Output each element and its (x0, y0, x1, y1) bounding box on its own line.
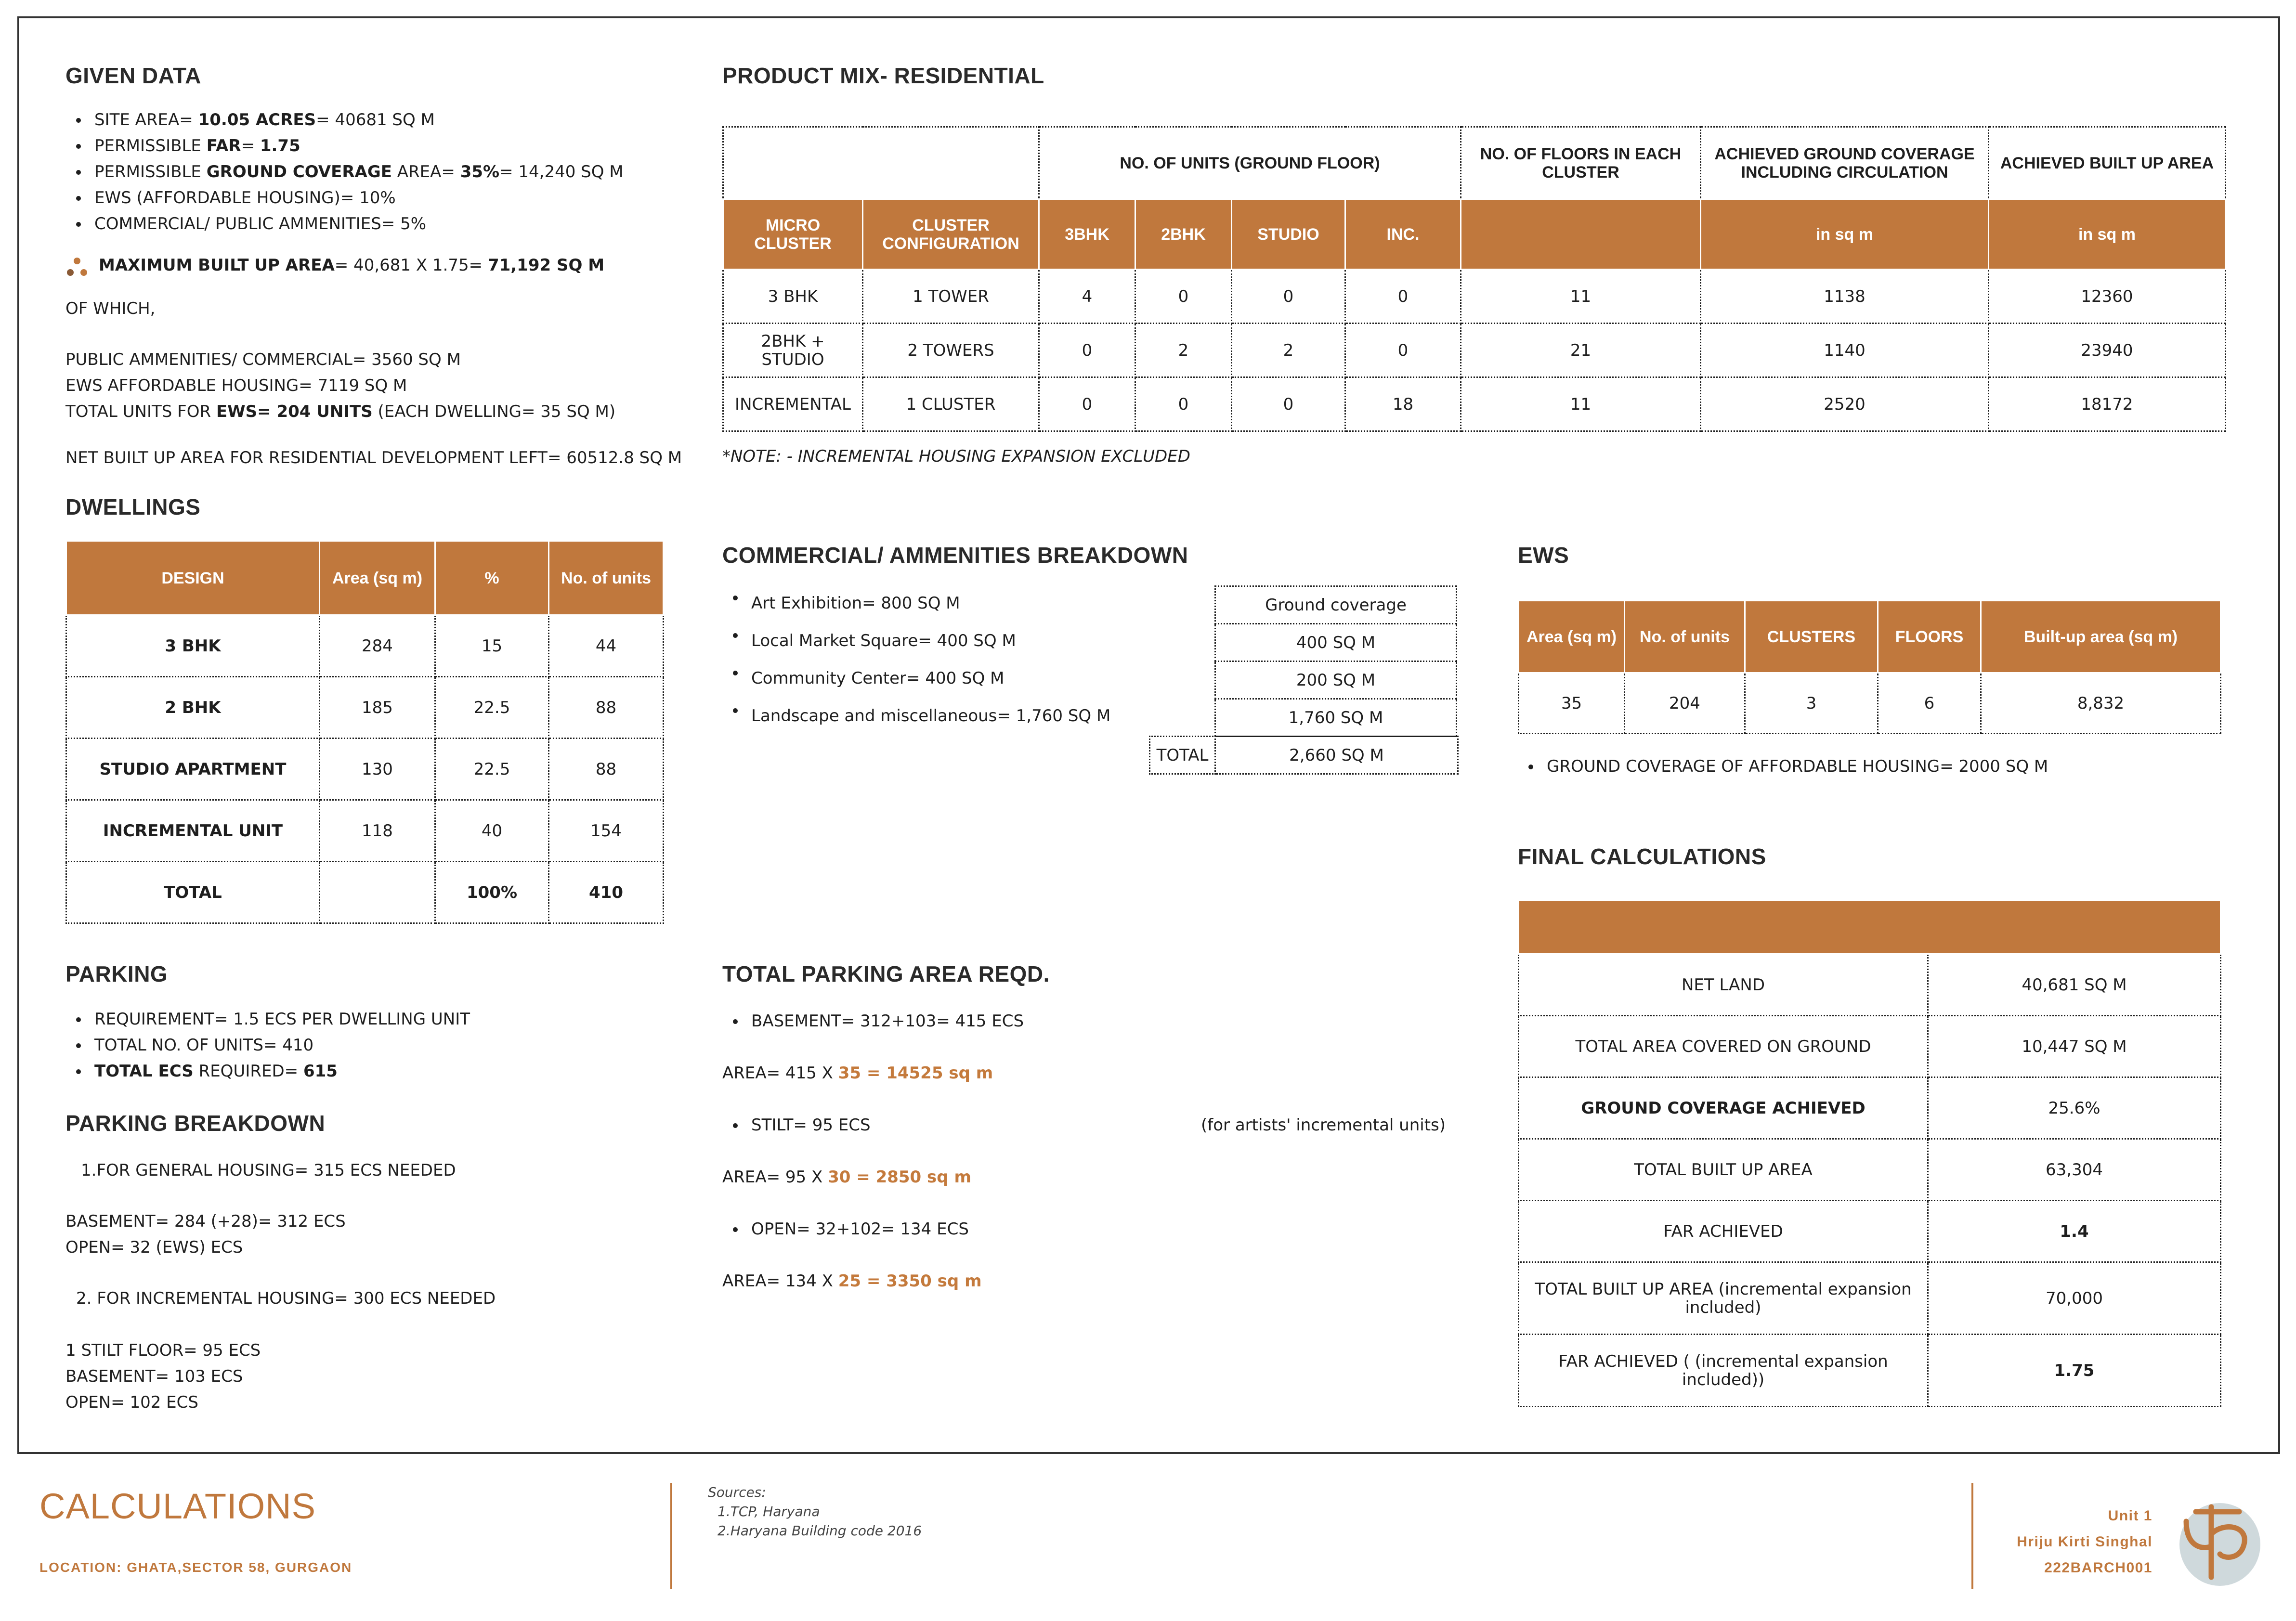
final-header-bar (1519, 900, 2221, 954)
cell: 0 (1135, 377, 1232, 431)
header-cluster-config: CLUSTER CONFIGURATION (863, 199, 1039, 270)
table-row (1519, 1139, 2221, 1201)
percent-cell: 100% (435, 862, 549, 923)
units-group-header: NO. OF UNITS (GROUND FLOOR) (1039, 127, 1461, 199)
value-cell: 40,681 SQ M (1928, 954, 2221, 1016)
table-row (1519, 954, 2221, 1016)
far-item: PERMISSIBLE FAR= 1.75 (65, 133, 691, 159)
table-row (1519, 673, 2221, 734)
dwellings-table (65, 540, 664, 924)
blank-header (723, 127, 1039, 199)
cell: 21 (1461, 324, 1701, 377)
label-cell: NET LAND (1519, 954, 1928, 1016)
header-studio: STUDIO (1232, 199, 1345, 270)
table-row (66, 800, 664, 862)
parking-units-item: TOTAL NO. OF UNITS= 410 (65, 1032, 691, 1058)
area-cell: 118 (320, 800, 435, 862)
value-cell: 1.75 (1928, 1335, 2221, 1407)
design-cell: 3 BHK (66, 615, 320, 677)
cell: 11 (1461, 377, 1701, 431)
dwellings-title: DWELLINGS (65, 494, 201, 519)
parking-ecs-item: TOTAL ECS REQUIRED= 615 (65, 1058, 691, 1084)
area-cell: 284 (320, 615, 435, 677)
coverage-total-table (1149, 736, 1459, 775)
table-row (723, 324, 2226, 377)
table-row (1519, 1262, 2221, 1335)
coverage-total-row (1150, 737, 1458, 774)
max-built-up-line: MAXIMUM BUILT UP AREA= 40,681 X 1.75= 71,192 SQ M (99, 256, 605, 275)
source-item: 1.TCP, Haryana (718, 1504, 820, 1519)
cell: 12360 (1989, 270, 2226, 324)
incremental-housing-item: 2. FOR INCREMENTAL HOUSING= 300 ECS NEEDED (76, 1289, 496, 1308)
footer-unit: Unit 1 (2108, 1508, 2152, 1524)
units-cell: 88 (549, 739, 664, 800)
coverage-cell: 1,760 SQ M (1215, 699, 1457, 737)
logo-icon (2167, 1492, 2263, 1589)
design-cell: INCREMENTAL UNIT (66, 800, 320, 862)
cell: 0 (1232, 377, 1345, 431)
total-label: TOTAL (1150, 737, 1215, 774)
value-cell: 10,447 SQ M (1928, 1016, 2221, 1077)
table-row (1215, 699, 1457, 737)
total-value: 2,660 SQ M (1215, 737, 1458, 774)
cell: 1 TOWER (863, 270, 1039, 324)
cell: 2 TOWERS (863, 324, 1039, 377)
header-3bhk: 3BHK (1039, 199, 1135, 270)
commercial-list (722, 584, 1156, 735)
table-row (1215, 661, 1457, 699)
design-cell: STUDIO APARTMENT (66, 739, 320, 800)
ground-coverage-table (1214, 585, 1457, 737)
header-micro-cluster: MICRO CLUSTER (723, 199, 863, 270)
given-data-list (65, 107, 691, 237)
table-row (723, 377, 2226, 431)
header-coverage-unit: in sq m (1701, 199, 1989, 270)
header-clusters: CLUSTERS (1745, 601, 1878, 673)
header-inc: INC. (1345, 199, 1461, 270)
units-cell: 44 (549, 615, 664, 677)
percent-cell: 15 (435, 615, 549, 677)
ground-coverage-item: PERMISSIBLE GROUND COVERAGE AREA= 35%= 14,240 SQ M (65, 159, 691, 185)
cell: 0 (1345, 270, 1461, 324)
tp-basement-list (722, 1008, 1445, 1034)
ews-header-row (1519, 601, 2221, 673)
basement-incremental-text: BASEMENT= 103 ECS (65, 1367, 243, 1386)
product-mix-group-row (723, 127, 2226, 199)
design-cell: 2 BHK (66, 677, 320, 739)
basement-general-text: BASEMENT= 284 (+28)= 312 ECS (65, 1212, 346, 1231)
units-cell: 88 (549, 677, 664, 739)
parking-list (65, 1006, 691, 1084)
header-design: DESIGN (66, 541, 320, 615)
cell: 0 (1135, 270, 1232, 324)
product-mix-note: *NOTE: - INCREMENTAL HOUSING EXPANSION EXCLUDED (722, 447, 1190, 466)
landscape-item: Landscape and miscellaneous= 1,760 SQ M (722, 697, 1156, 735)
header-builtup: Built-up area (sq m) (1981, 601, 2221, 673)
units-cell: 410 (549, 862, 664, 923)
value-cell: 1.4 (1928, 1201, 2221, 1262)
cell: 2BHK + STUDIO (723, 324, 863, 377)
final-calculations-table (1518, 899, 2221, 1407)
public-amenities-text: PUBLIC AMMENITIES/ COMMERCIAL= 3560 SQ M (65, 350, 461, 369)
cell: 8,832 (1981, 673, 2221, 734)
total-units-ews-text: TOTAL UNITS FOR EWS= 204 UNITS (EACH DWELLING= 35 SQ M) (65, 402, 616, 421)
header-area: Area (sq m) (320, 541, 435, 615)
footer-divider-right (1971, 1483, 1973, 1589)
percent-cell: 22.5 (435, 739, 549, 800)
cell: 18 (1345, 377, 1461, 431)
parking-title: PARKING (65, 961, 168, 986)
ews-housing-text: EWS AFFORDABLE HOUSING= 7119 SQ M (65, 376, 407, 395)
table-row (1519, 1016, 2221, 1077)
total-parking-title: TOTAL PARKING AREA REQD. (722, 961, 1050, 986)
table-row-total (66, 862, 664, 923)
cell: 0 (1232, 270, 1345, 324)
table-row (1519, 1335, 2221, 1407)
final-calculations-title: FINAL CALCULATIONS (1518, 844, 1766, 869)
market-square-item: Local Market Square= 400 SQ M (722, 622, 1156, 660)
ews-table (1518, 600, 2221, 734)
cell: 4 (1039, 270, 1135, 324)
ews-title: EWS (1518, 543, 1569, 568)
cell: 2520 (1701, 377, 1989, 431)
table-row (66, 677, 664, 739)
label-cell: TOTAL BUILT UP AREA (1519, 1139, 1928, 1201)
percent-cell: 40 (435, 800, 549, 862)
tp-open-item: OPEN= 32+102= 134 ECS (722, 1216, 1445, 1242)
cell: 0 (1039, 324, 1135, 377)
value-cell: 70,000 (1928, 1262, 2221, 1335)
header-units: No. of units (549, 541, 664, 615)
value-cell: 63,304 (1928, 1139, 2221, 1201)
ews-note-list (1518, 753, 2240, 779)
label-cell: TOTAL AREA COVERED ON GROUND (1519, 1016, 1928, 1077)
label-cell: TOTAL BUILT UP AREA (incremental expansion included) (1519, 1262, 1928, 1335)
cell: 2 (1135, 324, 1232, 377)
table-row (1215, 624, 1457, 661)
cell: 18172 (1989, 377, 2226, 431)
header-2bhk: 2BHK (1135, 199, 1232, 270)
table-row (723, 270, 2226, 324)
commercial-item: COMMERCIAL/ PUBLIC AMMENITIES= 5% (65, 211, 691, 237)
open-incremental-text: OPEN= 102 ECS (65, 1393, 198, 1412)
table-row (1519, 1201, 2221, 1262)
cell: 0 (1039, 377, 1135, 431)
cell: 2 (1232, 324, 1345, 377)
final-header-row (1519, 900, 2221, 954)
general-housing-item: 1.FOR GENERAL HOUSING= 315 ECS NEEDED (81, 1161, 456, 1180)
footer-student-name: Hriju Kirti Singhal (2017, 1534, 2152, 1550)
cell: 0 (1345, 324, 1461, 377)
commercial-title: COMMERCIAL/ AMMENITIES BREAKDOWN (722, 543, 1188, 568)
cell: INCREMENTAL (723, 377, 863, 431)
product-mix-title: PRODUCT MIX- RESIDENTIAL (722, 63, 1044, 88)
coverage-header: Ground coverage (1215, 586, 1457, 624)
community-center-item: Community Center= 400 SQ M (722, 660, 1156, 697)
header-area: Area (sq m) (1519, 601, 1625, 673)
percent-cell: 22.5 (435, 677, 549, 739)
tp-stilt-item: STILT= 95 ECS (722, 1112, 1445, 1138)
coverage-cell: 400 SQ M (1215, 624, 1457, 661)
cell: 1138 (1701, 270, 1989, 324)
cell: 204 (1625, 673, 1745, 734)
cell: 11 (1461, 270, 1701, 324)
cell: 3 BHK (723, 270, 863, 324)
parking-requirement-item: REQUIREMENT= 1.5 ECS PER DWELLING UNIT (65, 1006, 691, 1032)
cell: 6 (1878, 673, 1981, 734)
label-cell: FAR ACHIEVED (1519, 1201, 1928, 1262)
ews-item: EWS (AFFORDABLE HOUSING)= 10% (65, 185, 691, 211)
cell: 35 (1519, 673, 1625, 734)
header-floors-blank (1461, 199, 1701, 270)
given-data-title: GIVEN DATA (65, 63, 201, 88)
tp-stilt-area: AREA= 95 X 30 = 2850 sq m (722, 1167, 971, 1187)
ews-ground-coverage-item: GROUND COVERAGE OF AFFORDABLE HOUSING= 2000 SQ M (1518, 753, 2240, 779)
value-cell: 25.6% (1928, 1077, 2221, 1139)
parking-breakdown-title: PARKING BREAKDOWN (65, 1111, 326, 1136)
open-general-text: OPEN= 32 (EWS) ECS (65, 1238, 243, 1257)
dwellings-header-row (66, 541, 664, 615)
art-exhibition-item: Art Exhibition= 800 SQ M (722, 584, 1156, 622)
footer-divider-left (670, 1483, 672, 1589)
header-units: No. of units (1625, 601, 1745, 673)
footer-title: CALCULATIONS (39, 1486, 316, 1526)
header-builtup-unit: in sq m (1989, 199, 2226, 270)
floors-header: NO. OF FLOORS IN EACH CLUSTER (1461, 127, 1701, 199)
therefore-icon (65, 254, 89, 277)
header-percent: % (435, 541, 549, 615)
of-which-text: OF WHICH, (65, 299, 156, 318)
builtup-header: ACHIEVED BUILT UP AREA (1989, 127, 2226, 199)
sources-label: Sources: (708, 1484, 766, 1500)
cell: 23940 (1989, 324, 2226, 377)
tp-open-area: AREA= 134 X 25 = 3350 sq m (722, 1271, 982, 1291)
site-area-item: SITE AREA= 10.05 ACRES= 40681 SQ M (65, 107, 691, 133)
area-cell: 185 (320, 677, 435, 739)
table-row (66, 615, 664, 677)
tp-basement-item: BASEMENT= 312+103= 415 ECS (722, 1008, 1445, 1034)
area-cell: 130 (320, 739, 435, 800)
area-cell (320, 862, 435, 923)
tp-stilt-note: (for artists' incremental units) (1201, 1115, 1446, 1135)
coverage-header-row (1215, 586, 1457, 624)
cell: 3 (1745, 673, 1878, 734)
tp-open-list (722, 1216, 1445, 1242)
header-floors: FLOORS (1878, 601, 1981, 673)
coverage-cell: 200 SQ M (1215, 661, 1457, 699)
label-cell: FAR ACHIEVED ( (incremental expansion included)) (1519, 1335, 1928, 1407)
footer-location: LOCATION: GHATA,SECTOR 58, GURGAON (39, 1560, 352, 1575)
footer-roll-number: 222BARCH001 (2044, 1560, 2152, 1576)
units-cell: 154 (549, 800, 664, 862)
stilt-text: 1 STILT FLOOR= 95 ECS (65, 1341, 261, 1360)
label-cell: GROUND COVERAGE ACHIEVED (1519, 1077, 1928, 1139)
tp-basement-area: AREA= 415 X 35 = 14525 sq m (722, 1063, 993, 1083)
table-row (1519, 1077, 2221, 1139)
product-mix-header-row (723, 199, 2226, 270)
product-mix-table (722, 126, 2226, 432)
source-item: 2.Haryana Building code 2016 (718, 1523, 922, 1539)
cell: 1140 (1701, 324, 1989, 377)
table-row (66, 739, 664, 800)
design-cell: TOTAL (66, 862, 320, 923)
net-built-up-text: NET BUILT UP AREA FOR RESIDENTIAL DEVELOPMENT LEFT= 60512.8 SQ M (65, 448, 682, 467)
coverage-header: ACHIEVED GROUND COVERAGE INCLUDING CIRCULATION (1701, 127, 1989, 199)
cell: 1 CLUSTER (863, 377, 1039, 431)
